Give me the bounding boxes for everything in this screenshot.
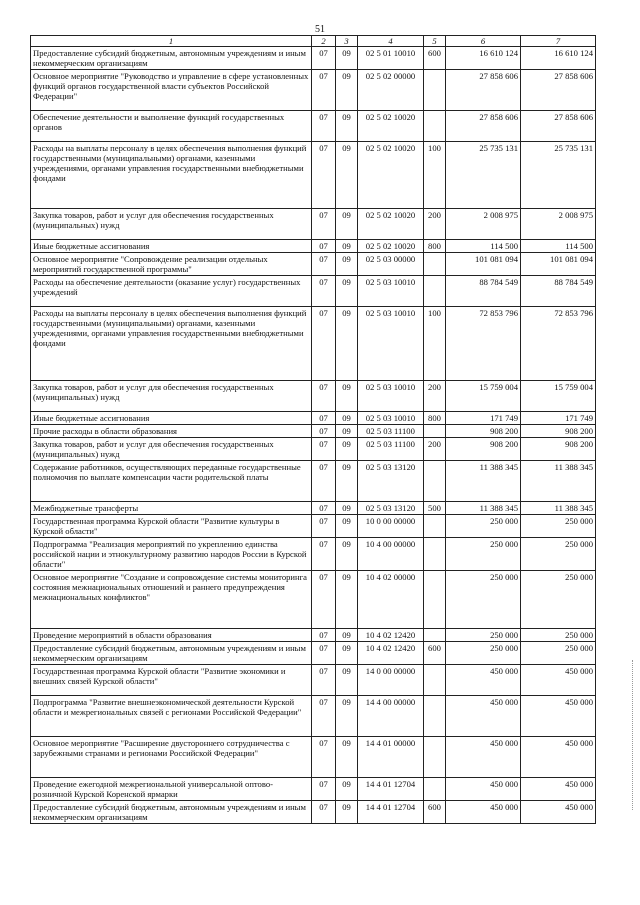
row-section: 07 [312,47,336,70]
table-row [31,665,596,696]
row-amount-1: 450 000 [446,696,521,737]
row-section: 07 [312,737,336,778]
row-amount-2: 2 008 975 [521,209,596,240]
row-amount-1: 2 008 975 [446,209,521,240]
row-name: Закупка товаров, работ и услуг для обеспечения государственных (муниципальных) нужд [31,381,312,412]
row-expense-type: 600 [424,47,446,70]
row-subsection: 09 [336,381,358,412]
row-expense-type [424,778,446,801]
row-amount-1: 101 081 094 [446,253,521,276]
row-subsection: 09 [336,412,358,425]
row-target-code: 02 5 02 00000 [358,70,424,111]
row-amount-1: 250 000 [446,642,521,665]
row-amount-2: 450 000 [521,665,596,696]
row-subsection: 09 [336,629,358,642]
row-target-code: 14 0 00 00000 [358,665,424,696]
table-row [31,381,596,412]
row-expense-type [424,253,446,276]
header-cell: 7 [521,36,596,47]
row-target-code: 02 5 03 11100 [358,438,424,461]
row-expense-type: 800 [424,412,446,425]
row-amount-1: 88 784 549 [446,276,521,307]
row-amount-2: 101 081 094 [521,253,596,276]
row-name: Подпрограмма "Реализация мероприятий по укреплению единства российской нации и этнокультурному развитию народов России в Курской области" [31,538,312,571]
row-amount-2: 908 200 [521,425,596,438]
row-amount-2: 88 784 549 [521,276,596,307]
row-name: Расходы на выплаты персоналу в целях обеспечения выполнения функций государственными (муниципальными) органами, казенными учреждениями, органами управления государственными внебюджетными фондами [31,142,312,209]
row-expense-type [424,461,446,502]
row-name: Расходы на обеспечение деятельности (оказание услуг) государственных учреждений [31,276,312,307]
row-subsection: 09 [336,111,358,142]
row-target-code: 10 4 02 12420 [358,629,424,642]
row-name: Закупка товаров, работ и услуг для обеспечения государственных (муниципальных) нужд [31,209,312,240]
header-cell: 3 [336,36,358,47]
row-amount-2: 450 000 [521,801,596,824]
row-amount-1: 15 759 004 [446,381,521,412]
row-target-code: 14 4 01 12704 [358,778,424,801]
row-name: Предоставление субсидий бюджетным, автономным учреждениям и иным некоммерческим организациям [31,47,312,70]
row-target-code: 14 4 01 12704 [358,801,424,824]
row-expense-type [424,70,446,111]
row-amount-2: 25 735 131 [521,142,596,209]
row-amount-2: 171 749 [521,412,596,425]
row-amount-1: 450 000 [446,665,521,696]
row-target-code: 02 5 02 10020 [358,142,424,209]
row-expense-type [424,538,446,571]
row-expense-type: 600 [424,642,446,665]
row-expense-type [424,515,446,538]
row-section: 07 [312,307,336,381]
page-number: 51 [315,24,325,35]
row-amount-2: 250 000 [521,515,596,538]
table-row [31,240,596,253]
row-amount-1: 250 000 [446,571,521,629]
header-row [31,36,596,47]
table-row [31,461,596,502]
row-amount-2: 27 858 606 [521,70,596,111]
row-target-code: 02 5 03 13120 [358,461,424,502]
row-target-code: 10 4 02 12420 [358,642,424,665]
row-expense-type: 600 [424,801,446,824]
row-amount-1: 72 853 796 [446,307,521,381]
row-subsection: 09 [336,665,358,696]
row-amount-1: 16 610 124 [446,47,521,70]
row-name: Иные бюджетные ассигнования [31,240,312,253]
table-row [31,425,596,438]
table-row [31,438,596,461]
row-section: 07 [312,642,336,665]
row-section: 07 [312,381,336,412]
row-amount-2: 72 853 796 [521,307,596,381]
table-row [31,412,596,425]
row-section: 07 [312,142,336,209]
row-target-code: 02 5 03 10010 [358,381,424,412]
table-row [31,276,596,307]
row-subsection: 09 [336,461,358,502]
row-target-code: 02 5 03 11100 [358,425,424,438]
row-subsection: 09 [336,571,358,629]
table-row [31,538,596,571]
row-expense-type [424,425,446,438]
row-expense-type: 500 [424,502,446,515]
row-amount-2: 250 000 [521,538,596,571]
header-cell: 4 [358,36,424,47]
row-subsection: 09 [336,502,358,515]
row-amount-2: 27 858 606 [521,111,596,142]
row-subsection: 09 [336,438,358,461]
row-expense-type: 200 [424,381,446,412]
row-amount-1: 11 388 345 [446,502,521,515]
row-target-code: 02 5 02 10020 [358,209,424,240]
row-amount-1: 250 000 [446,629,521,642]
row-section: 07 [312,571,336,629]
row-amount-1: 27 858 606 [446,70,521,111]
row-amount-2: 11 388 345 [521,461,596,502]
row-name: Предоставление субсидий бюджетным, автономным учреждениям и иным некоммерческим организациям [31,642,312,665]
row-expense-type [424,111,446,142]
row-section: 07 [312,209,336,240]
row-amount-1: 25 735 131 [446,142,521,209]
row-name: Предоставление субсидий бюджетным, автономным учреждениям и иным некоммерческим организациям [31,801,312,824]
row-amount-2: 908 200 [521,438,596,461]
row-amount-1: 450 000 [446,737,521,778]
row-expense-type [424,629,446,642]
row-amount-1: 450 000 [446,778,521,801]
row-name: Обеспечение деятельности и выполнение функций государственных органов [31,111,312,142]
row-expense-type [424,665,446,696]
row-subsection: 09 [336,515,358,538]
row-name: Основное мероприятие "Создание и сопровождение системы мониторинга состояния межнациональных отношений и раннего предупреждения межнациональных конфликтов" [31,571,312,629]
row-subsection: 09 [336,696,358,737]
table-row [31,629,596,642]
row-expense-type: 200 [424,438,446,461]
header-cell: 5 [424,36,446,47]
row-expense-type: 800 [424,240,446,253]
row-name: Содержание работников, осуществляющих переданные государственные полномочия по выплате компенсации части родительской платы [31,461,312,502]
row-name: Закупка товаров, работ и услуг для обеспечения государственных (муниципальных) нужд [31,438,312,461]
row-target-code: 10 4 02 00000 [358,571,424,629]
row-expense-type [424,276,446,307]
row-section: 07 [312,425,336,438]
row-name: Основное мероприятие "Руководство и управление в сфере установленных функций органов государственной власти субъектов Российской Федерации" [31,70,312,111]
row-amount-1: 250 000 [446,538,521,571]
row-expense-type [424,571,446,629]
row-target-code: 02 5 01 10010 [358,47,424,70]
row-target-code: 02 5 02 10020 [358,111,424,142]
row-expense-type [424,737,446,778]
row-section: 07 [312,665,336,696]
row-section: 07 [312,515,336,538]
row-subsection: 09 [336,276,358,307]
row-section: 07 [312,276,336,307]
row-subsection: 09 [336,70,358,111]
header-cell: 2 [312,36,336,47]
scan-edge-mark [632,660,637,810]
row-section: 07 [312,240,336,253]
row-subsection: 09 [336,253,358,276]
row-amount-2: 11 388 345 [521,502,596,515]
row-target-code: 02 5 03 00000 [358,253,424,276]
row-subsection: 09 [336,801,358,824]
row-section: 07 [312,438,336,461]
row-name: Государственная программа Курской области "Развитие культуры в Курской области" [31,515,312,538]
table-row [31,70,596,111]
table-row [31,111,596,142]
row-amount-1: 250 000 [446,515,521,538]
table-row [31,307,596,381]
row-amount-1: 114 500 [446,240,521,253]
row-target-code: 10 4 00 00000 [358,538,424,571]
row-expense-type: 100 [424,307,446,381]
row-name: Государственная программа Курской области "Развитие экономики и внешних связей Курской области" [31,665,312,696]
table-row [31,571,596,629]
table-row [31,642,596,665]
row-name: Основное мероприятие "Сопровождение реализации отдельных мероприятий государственной программы" [31,253,312,276]
table-row [31,142,596,209]
row-subsection: 09 [336,307,358,381]
row-amount-2: 450 000 [521,696,596,737]
row-name: Межбюджетные трансферты [31,502,312,515]
row-section: 07 [312,696,336,737]
row-section: 07 [312,801,336,824]
row-subsection: 09 [336,425,358,438]
row-subsection: 09 [336,209,358,240]
row-section: 07 [312,412,336,425]
table-row [31,515,596,538]
row-subsection: 09 [336,538,358,571]
row-amount-2: 16 610 124 [521,47,596,70]
row-name: Проведение ежегодной межрегиональной универсальной оптово-розничной Курской Коренской ярмарки [31,778,312,801]
row-target-code: 02 5 03 10010 [358,412,424,425]
row-subsection: 09 [336,142,358,209]
row-name: Иные бюджетные ассигнования [31,412,312,425]
row-amount-2: 114 500 [521,240,596,253]
row-target-code: 14 4 01 00000 [358,737,424,778]
row-section: 07 [312,253,336,276]
header-cell: 6 [446,36,521,47]
row-amount-2: 250 000 [521,571,596,629]
table-row [31,502,596,515]
row-subsection: 09 [336,240,358,253]
row-name: Основное мероприятие "Расширение двустороннего сотрудничества с зарубежными странами и регионами Российской Федерации" [31,737,312,778]
table-row [31,253,596,276]
row-section: 07 [312,629,336,642]
table-row [31,209,596,240]
row-section: 07 [312,778,336,801]
row-section: 07 [312,70,336,111]
table-row [31,778,596,801]
row-subsection: 09 [336,737,358,778]
row-target-code: 14 4 00 00000 [358,696,424,737]
row-target-code: 02 5 03 13120 [358,502,424,515]
table-row [31,801,596,824]
row-section: 07 [312,111,336,142]
table-row [31,47,596,70]
row-subsection: 09 [336,642,358,665]
row-target-code: 02 5 03 10010 [358,276,424,307]
row-section: 07 [312,538,336,571]
row-amount-1: 11 388 345 [446,461,521,502]
row-amount-1: 908 200 [446,425,521,438]
row-amount-2: 450 000 [521,737,596,778]
row-subsection: 09 [336,47,358,70]
row-name: Прочие расходы в области образования [31,425,312,438]
table-row [31,696,596,737]
row-target-code: 02 5 03 10010 [358,307,424,381]
row-amount-1: 27 858 606 [446,111,521,142]
table-row [31,737,596,778]
row-amount-2: 15 759 004 [521,381,596,412]
row-expense-type: 200 [424,209,446,240]
row-name: Проведение мероприятий в области образования [31,629,312,642]
row-expense-type [424,696,446,737]
row-target-code: 10 0 00 00000 [358,515,424,538]
row-section: 07 [312,461,336,502]
row-amount-2: 450 000 [521,778,596,801]
row-amount-1: 450 000 [446,801,521,824]
row-expense-type: 100 [424,142,446,209]
row-amount-1: 908 200 [446,438,521,461]
header-cell: 1 [31,36,312,47]
row-subsection: 09 [336,778,358,801]
row-section: 07 [312,502,336,515]
row-name: Подпрограмма "Развитие внешнеэкономической деятельности Курской области и межрегиональных связей с регионами Российской Федерации" [31,696,312,737]
row-amount-2: 250 000 [521,642,596,665]
row-target-code: 02 5 02 10020 [358,240,424,253]
row-name: Расходы на выплаты персоналу в целях обеспечения выполнения функций государственными (муниципальными) органами, казенными учреждениями, органами управления государственными внебюджетными фондами [31,307,312,381]
budget-table [30,35,596,824]
row-amount-1: 171 749 [446,412,521,425]
row-amount-2: 250 000 [521,629,596,642]
